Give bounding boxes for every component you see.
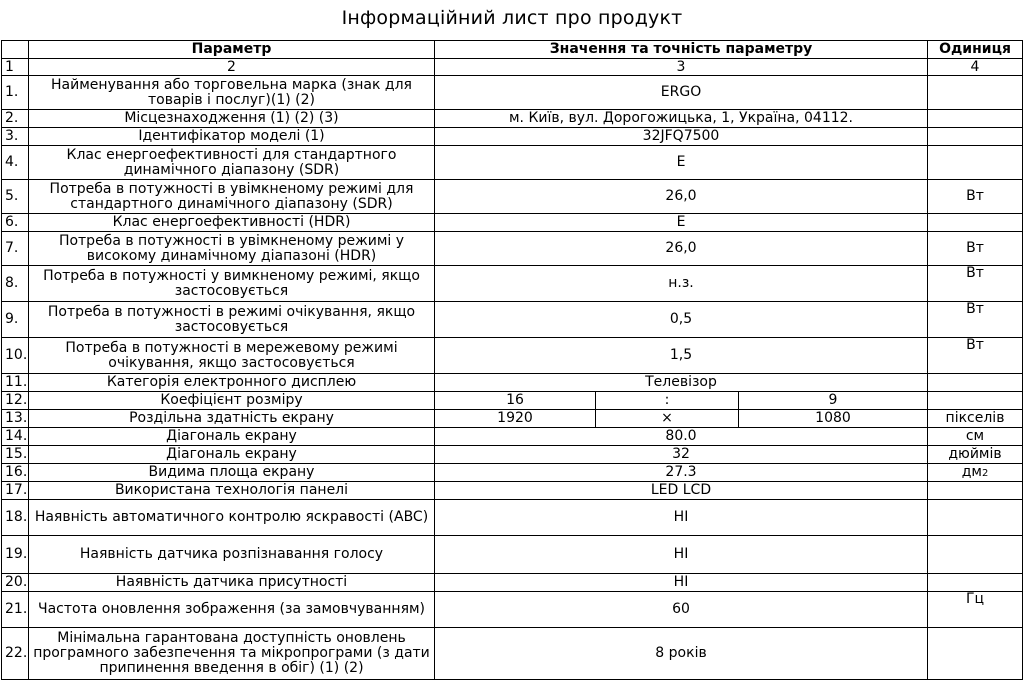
value-cell: 80.0 (435, 428, 928, 446)
row-number: 1. (2, 76, 29, 110)
parameter-cell: Наявність датчика присутності (29, 574, 435, 592)
value-cell: 26,0 (435, 180, 928, 214)
table-row (2, 536, 1023, 574)
value-separator-cell: : (596, 392, 739, 410)
value-cell: 9 (739, 392, 928, 410)
row-number: 13. (2, 410, 29, 428)
value-cell: 8 років (435, 628, 928, 680)
unit-cell: дюймів (928, 446, 1023, 464)
table-row (2, 500, 1023, 536)
row-number: 2. (2, 110, 29, 128)
table-row (2, 482, 1023, 500)
parameter-cell: Видима площа екрану (29, 464, 435, 482)
value-cell: 26,0 (435, 232, 928, 266)
value-cell: 1080 (739, 410, 928, 428)
parameter-cell: Потреба в потужності в увімкненому режимі для стандартного динамічного діапазону (SDR) (29, 180, 435, 214)
row-number: 16. (2, 464, 29, 482)
unit-cell: Вт (928, 232, 1023, 266)
value-cell: 32 (435, 446, 928, 464)
header-value: Значення та точність параметру (435, 41, 928, 59)
parameter-cell: Наявність автоматичного контролю яскравості (ABC) (29, 500, 435, 536)
value-cell: Телевізор (435, 374, 928, 392)
parameter-cell: Наявність датчика розпізнавання голосу (29, 536, 435, 574)
row-number: 18. (2, 500, 29, 536)
table-row (2, 464, 1023, 482)
unit-cell: Вт (928, 266, 1023, 302)
row-number: 8. (2, 266, 29, 302)
row-number: 10. (2, 338, 29, 374)
unit-text: дм (961, 463, 982, 480)
parameter-cell: Частота оновлення зображення (за замовчуванням) (29, 592, 435, 628)
parameter-cell: Діагональ екрану (29, 428, 435, 446)
row-number: 6. (2, 214, 29, 232)
table-row (2, 110, 1023, 128)
unit-cell: пікселів (928, 410, 1023, 428)
unit-cell (928, 500, 1023, 536)
row-number: 15. (2, 446, 29, 464)
header-number-cell (2, 41, 29, 59)
row-number: 4. (2, 146, 29, 180)
value-cell: 1,5 (435, 338, 928, 374)
value-cell: НІ (435, 536, 928, 574)
value-cell: 27.3 (435, 464, 928, 482)
table-row (2, 76, 1023, 110)
unit-cell (928, 464, 1023, 482)
parameter-cell: Потреба в потужності у вимкненому режимі, якщо застосовується (29, 266, 435, 302)
unit-exponent: 2 (981, 467, 989, 479)
parameter-cell: Коефіцієнт розміру (29, 392, 435, 410)
value-cell: 1920 (435, 410, 596, 428)
index-cell: 3 (435, 59, 928, 76)
value-cell: E (435, 146, 928, 180)
value-cell: 32JFQ7500 (435, 128, 928, 146)
table-row (2, 592, 1023, 628)
parameter-cell: Клас енергоефективності (HDR) (29, 214, 435, 232)
unit-cell (928, 214, 1023, 232)
table-row (2, 338, 1023, 374)
table-row (2, 428, 1023, 446)
row-number: 5. (2, 180, 29, 214)
unit-cell (928, 574, 1023, 592)
unit-cell (928, 482, 1023, 500)
row-number: 20. (2, 574, 29, 592)
value-cell: н.з. (435, 266, 928, 302)
unit-cell (928, 128, 1023, 146)
table-row (2, 392, 1023, 410)
unit-cell (928, 110, 1023, 128)
page-title: Інформаційний лист про продукт (341, 7, 683, 29)
row-number: 19. (2, 536, 29, 574)
product-info-table (1, 40, 1023, 680)
table-row (2, 214, 1023, 232)
index-cell: 2 (29, 59, 435, 76)
unit-cell (928, 374, 1023, 392)
unit-cell: Гц (928, 592, 1023, 628)
row-number: 7. (2, 232, 29, 266)
value-cell: 60 (435, 592, 928, 628)
unit-cell (928, 392, 1023, 410)
table-row (2, 266, 1023, 302)
row-number: 9. (2, 302, 29, 338)
unit-cell (928, 536, 1023, 574)
header-row (2, 41, 1023, 59)
table-row (2, 128, 1023, 146)
unit-cell (928, 628, 1023, 680)
value-cell: м. Київ, вул. Дорогожицька, 1, Україна, 04112. (435, 110, 928, 128)
parameter-cell: Діагональ екрану (29, 446, 435, 464)
parameter-cell: Потреба в потужності в мережевому режимі очікування, якщо застосовується (29, 338, 435, 374)
parameter-cell: Потреба в потужності в увімкненому режимі у високому динамічному діапазоні (HDR) (29, 232, 435, 266)
unit-cell: Вт (928, 338, 1023, 374)
index-row (2, 59, 1023, 76)
parameter-cell: Клас енергоефективності для стандартного динамічного діапазону (SDR) (29, 146, 435, 180)
unit-cell (928, 76, 1023, 110)
row-number: 14. (2, 428, 29, 446)
table-row (2, 302, 1023, 338)
row-number: 3. (2, 128, 29, 146)
parameter-cell: Місцезнаходження (1) (2) (3) (29, 110, 435, 128)
parameter-cell: Використана технологія панелі (29, 482, 435, 500)
table-row (2, 374, 1023, 392)
index-cell: 4 (928, 59, 1023, 76)
table-row (2, 574, 1023, 592)
value-cell: 16 (435, 392, 596, 410)
row-number: 22. (2, 628, 29, 680)
table-row (2, 180, 1023, 214)
row-number: 12. (2, 392, 29, 410)
unit-cell: Вт (928, 180, 1023, 214)
table-row (2, 410, 1023, 428)
table-row (2, 628, 1023, 680)
value-cell: LED LCD (435, 482, 928, 500)
row-number: 11. (2, 374, 29, 392)
table-row (2, 146, 1023, 180)
value-separator-cell: × (596, 410, 739, 428)
header-parameter: Параметр (29, 41, 435, 59)
parameter-cell: Найменування або торговельна марка (знак для товарів і послуг)(1) (2) (29, 76, 435, 110)
parameter-cell: Роздільна здатність екрану (29, 410, 435, 428)
value-cell: ERGO (435, 76, 928, 110)
unit-cell: Вт (928, 302, 1023, 338)
parameter-cell: Ідентифікатор моделі (1) (29, 128, 435, 146)
parameter-cell: Потреба в потужності в режимі очікування, якщо застосовується (29, 302, 435, 338)
table-row (2, 232, 1023, 266)
table-row (2, 446, 1023, 464)
index-cell: 1 (2, 59, 29, 76)
row-number: 17. (2, 482, 29, 500)
value-cell: НІ (435, 574, 928, 592)
header-unit: Одиниця (928, 41, 1023, 59)
value-cell: 0,5 (435, 302, 928, 338)
value-cell: НІ (435, 500, 928, 536)
parameter-cell: Мінімальна гарантована доступність оновлень програмного забезпечення та мікропрограми (з дати припинення введення в обіг) (1) (2) (29, 628, 435, 680)
unit-cell (928, 146, 1023, 180)
value-cell: E (435, 214, 928, 232)
unit-cell: см (928, 428, 1023, 446)
parameter-cell: Категорія електронного дисплею (29, 374, 435, 392)
row-number: 21. (2, 592, 29, 628)
